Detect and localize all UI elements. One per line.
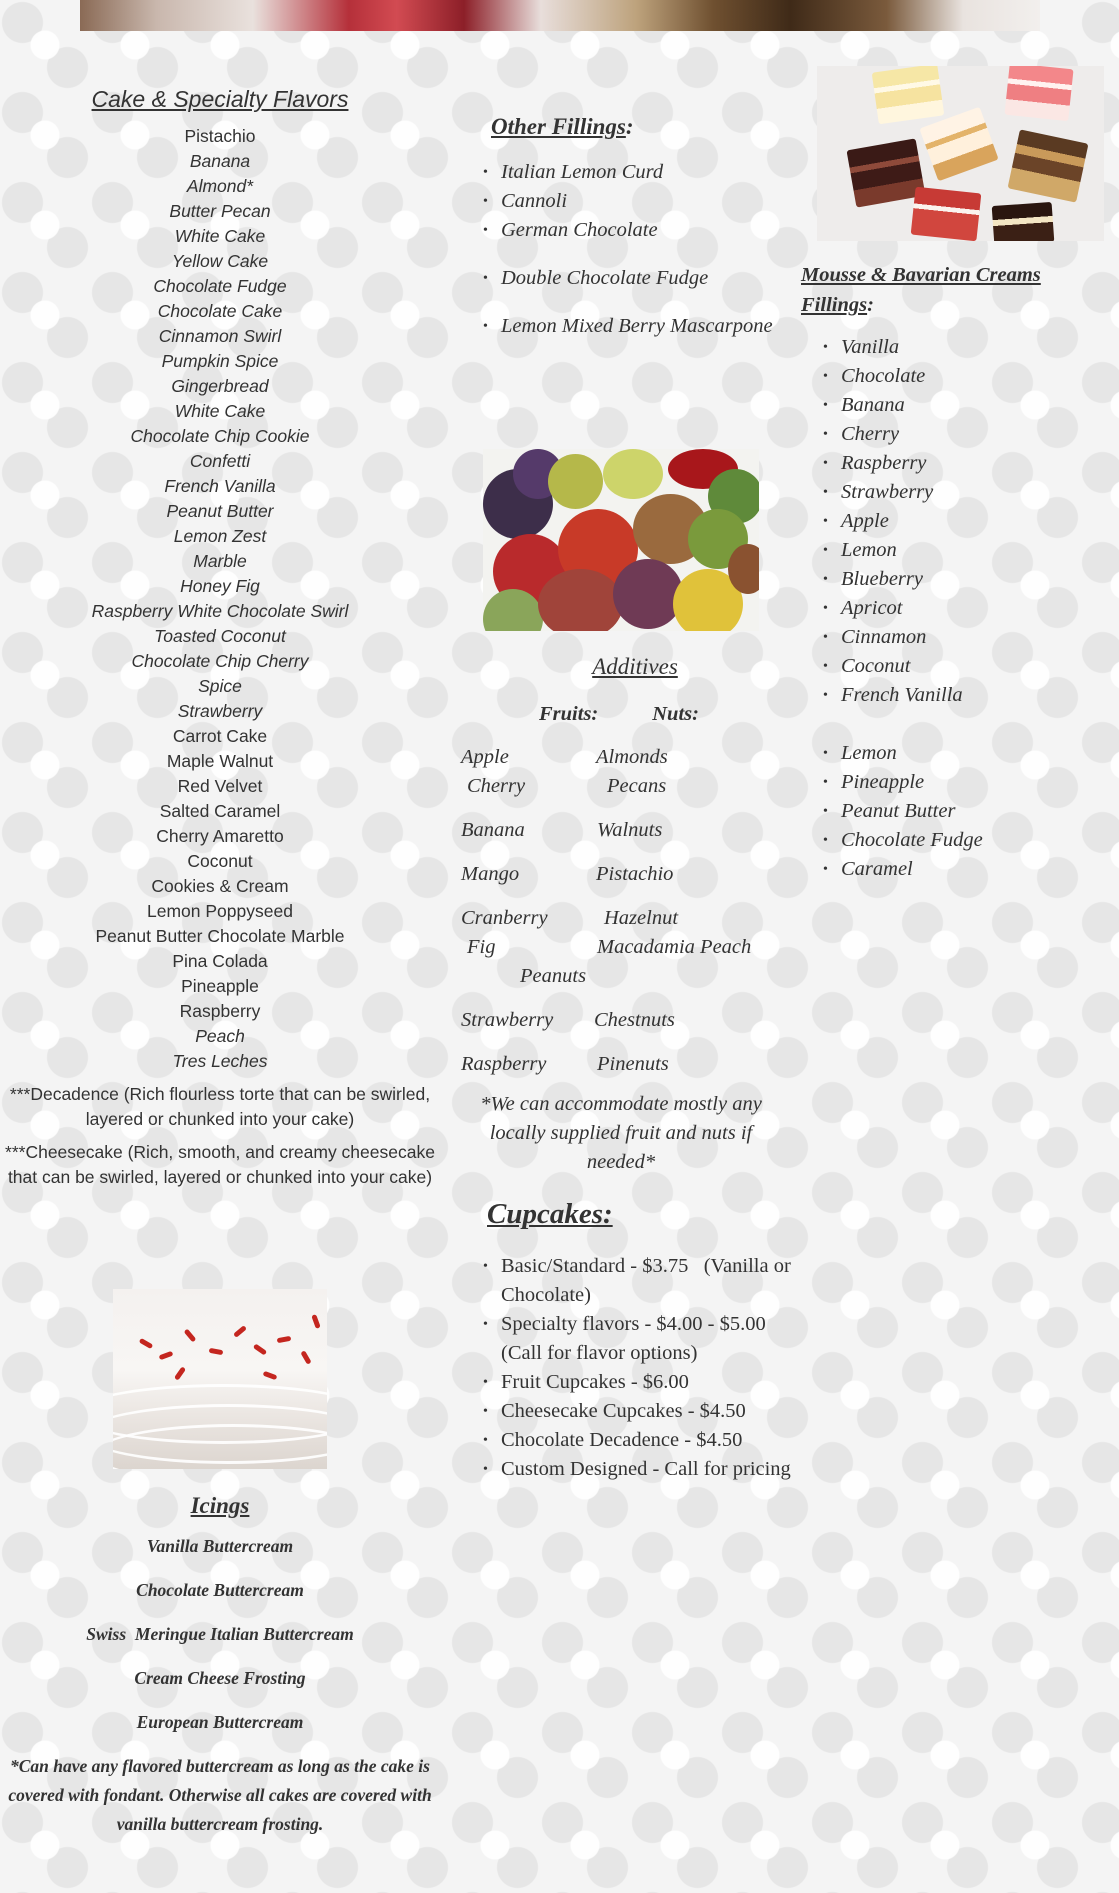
icing-list <box>0 1534 440 1754</box>
flavor-item: Toasted Coconut <box>154 626 286 646</box>
mousse-item: • Lemon <box>821 739 1101 768</box>
cupcake-price-item: • Basic/Standard - $3.75 (Vanilla or Chocolate) <box>481 1252 791 1310</box>
flavor-item: Peach <box>195 1026 245 1046</box>
flavor-item: Tres Leches <box>172 1051 268 1071</box>
mousse-item: • Cherry <box>821 420 1101 449</box>
cake-flavors-section <box>0 84 440 1190</box>
mousse-item: • Lemon <box>821 536 1101 565</box>
icing-item: Vanilla Buttercream <box>146 1536 294 1556</box>
filling-item: • German Chocolate <box>481 216 781 245</box>
flavor-item: White Cake <box>174 401 266 421</box>
filling-item: • Italian Lemon Curd <box>481 158 781 187</box>
additive-fruit: Banana <box>461 819 525 841</box>
cake-slices-photo <box>817 66 1104 241</box>
cupcake-price-item: • Cheesecake Cupcakes - $4.50 <box>481 1397 791 1426</box>
additive-row <box>461 1050 801 1079</box>
additive-nut: Pistachio <box>596 863 674 885</box>
flavor-item: Carrot Cake <box>172 726 268 746</box>
additive-nut: Walnuts <box>597 819 663 841</box>
frosted-cake-photo <box>113 1289 327 1469</box>
cake-flavors-heading: Cake & Specialty Flavors <box>91 86 349 112</box>
additive-row <box>461 816 801 845</box>
fruits-label: Fruits: <box>539 703 599 725</box>
mousse-item: • Coconut <box>821 652 1101 681</box>
flavor-item: Honey Fig <box>180 576 260 596</box>
flavor-item: White Cake <box>174 226 266 246</box>
additive-nut: Almonds <box>596 746 668 768</box>
heading-colon: : <box>867 294 874 316</box>
flavor-item: Marble <box>193 551 247 571</box>
flavor-item: Pina Colada <box>172 951 268 971</box>
other-fillings-title: Other Fillings <box>491 114 626 139</box>
decadence-note: ***Decadence (Rich flourless torte that can be swirled, layered or chunked into your cake) <box>9 1084 431 1129</box>
flavor-item: Pumpkin Spice <box>161 351 279 371</box>
mousse-item: • Strawberry <box>821 478 1101 507</box>
mousse-title: Mousse & Bavarian Creams Fillings <box>801 264 1041 316</box>
fruits-and-nuts-photo <box>483 449 759 631</box>
additives-note: *We can accommodate mostly any locally supplied fruit and nuts if needed* <box>480 1093 762 1173</box>
mousse-fillings-list <box>821 333 1101 884</box>
additive-row <box>461 772 801 801</box>
additive-fruit: Raspberry <box>461 1053 547 1075</box>
icings-heading: Icings <box>190 1493 250 1518</box>
flavor-item: Gingerbread <box>171 376 269 396</box>
additive-row <box>461 904 801 933</box>
nuts-label: Nuts: <box>652 703 699 725</box>
flavor-item: Butter Pecan <box>169 201 271 221</box>
flavor-item: Raspberry White Chocolate Swirl <box>91 601 349 621</box>
additive-fruit: Apple <box>461 746 509 768</box>
cheesecake-note: ***Cheesecake (Rich, smooth, and creamy cheesecake that can be swirled, layered or chunked into your cake) <box>5 1142 435 1187</box>
icing-item: Cream Cheese Frosting <box>134 1668 306 1688</box>
heading-colon: : <box>625 114 634 139</box>
flavor-item: Cookies & Cream <box>151 876 289 896</box>
flavor-item: Cherry Amaretto <box>156 826 284 846</box>
additive-nut: Hazelnut <box>604 907 679 929</box>
additive-nut: Peanuts <box>520 965 587 987</box>
additive-fruit: Fig <box>467 936 496 958</box>
flavor-item: Almond* <box>186 176 254 196</box>
flavor-item: French Vanilla <box>164 476 276 496</box>
cupcake-price-item: • Fruit Cupcakes - $6.00 <box>481 1368 791 1397</box>
mousse-item: • Cinnamon <box>821 623 1101 652</box>
mousse-item: • Caramel <box>821 855 1101 884</box>
additive-row <box>461 933 801 962</box>
filling-item: • Double Chocolate Fudge <box>481 264 781 293</box>
additive-row <box>461 860 801 889</box>
flavor-item: Red Velvet <box>177 776 263 796</box>
mousse-heading <box>801 260 1101 320</box>
mousse-item: • Pineapple <box>821 768 1101 797</box>
additive-fruit: Cherry <box>467 775 526 797</box>
additive-fruit: Strawberry <box>461 1009 554 1031</box>
additives-column-headers <box>539 700 699 728</box>
additive-nut: Pinenuts <box>597 1053 669 1075</box>
filling-item: • Lemon Mixed Berry Mascarpone <box>481 312 781 341</box>
mousse-item: • Blueberry <box>821 565 1101 594</box>
icing-footnote: *Can have any flavored buttercream as long as the cake is covered with fondant. Otherwise all cakes are covered with vanilla buttercream frosting. <box>8 1756 432 1834</box>
icing-item: European Buttercream <box>136 1712 304 1732</box>
cupcake-price-item: • Chocolate Decadence - $4.50 <box>481 1426 791 1455</box>
flavor-item: Pistachio <box>184 126 256 146</box>
flavor-item: Raspberry <box>179 1001 261 1021</box>
icings-section <box>0 1490 440 1839</box>
cupcake-price-item: • Specialty flavors - $4.00 - $5.00 (Call for flavor options) <box>481 1310 791 1368</box>
flavor-item: Chocolate Chip Cookie <box>130 426 310 446</box>
flavor-item: Maple Walnut <box>166 751 274 771</box>
cupcakes-price-list <box>481 1252 796 1484</box>
flavor-item: Chocolate Cake <box>157 301 283 321</box>
additive-nut: Macadamia Peach <box>597 936 752 958</box>
additive-row <box>461 743 801 772</box>
mousse-item: • Banana <box>821 391 1101 420</box>
flavor-item: Chocolate Chip Cherry <box>131 651 309 671</box>
flavor-item: Cinnamon Swirl <box>158 326 282 346</box>
mousse-item: • Raspberry <box>821 449 1101 478</box>
additives-heading: Additives <box>592 654 678 679</box>
additive-row <box>461 962 801 991</box>
additive-row <box>461 1006 801 1035</box>
filling-item: • Cannoli <box>481 187 781 216</box>
icing-item: Chocolate Buttercream <box>136 1580 304 1600</box>
other-fillings-list <box>481 158 781 341</box>
mousse-item: • Apple <box>821 507 1101 536</box>
flavor-item: Coconut <box>187 851 253 871</box>
additive-nut: Chestnuts <box>594 1009 675 1031</box>
mousse-item: • Peanut Butter <box>821 797 1101 826</box>
additives-table <box>461 743 801 1079</box>
flavor-item: Pineapple <box>181 976 259 996</box>
mousse-item: • Chocolate <box>821 362 1101 391</box>
mousse-item: • Apricot <box>821 594 1101 623</box>
flavor-item: Lemon Zest <box>173 526 267 546</box>
flavor-item: Banana <box>189 151 251 171</box>
flavor-item: Spice <box>198 676 242 696</box>
mousse-item: • Vanilla <box>821 333 1101 362</box>
additive-nut: Pecans <box>607 775 667 797</box>
flavor-item: Strawberry <box>177 701 263 721</box>
flavor-item: Salted Caramel <box>159 801 281 821</box>
flavor-item: Peanut Butter Chocolate Marble <box>95 926 345 946</box>
flavor-item: Lemon Poppyseed <box>147 901 293 921</box>
cupcake-price-item: • Custom Designed - Call for pricing <box>481 1455 791 1484</box>
mousse-item: • French Vanilla <box>821 681 1101 710</box>
flavor-item: Confetti <box>189 451 251 471</box>
flavor-list <box>0 124 440 1074</box>
flavor-item: Peanut Butter <box>166 501 274 521</box>
mousse-item: • Chocolate Fudge <box>821 826 1101 855</box>
icing-item: Swiss Meringue Italian Buttercream <box>86 1624 354 1644</box>
additive-fruit: Cranberry <box>461 907 548 929</box>
cupcakes-heading: Cupcakes: <box>487 1198 613 1230</box>
banner-photo <box>80 0 1040 31</box>
additive-fruit: Mango <box>461 863 520 885</box>
flavor-item: Yellow Cake <box>171 251 269 271</box>
flavor-item: Chocolate Fudge <box>153 276 287 296</box>
other-fillings-heading <box>491 112 634 142</box>
